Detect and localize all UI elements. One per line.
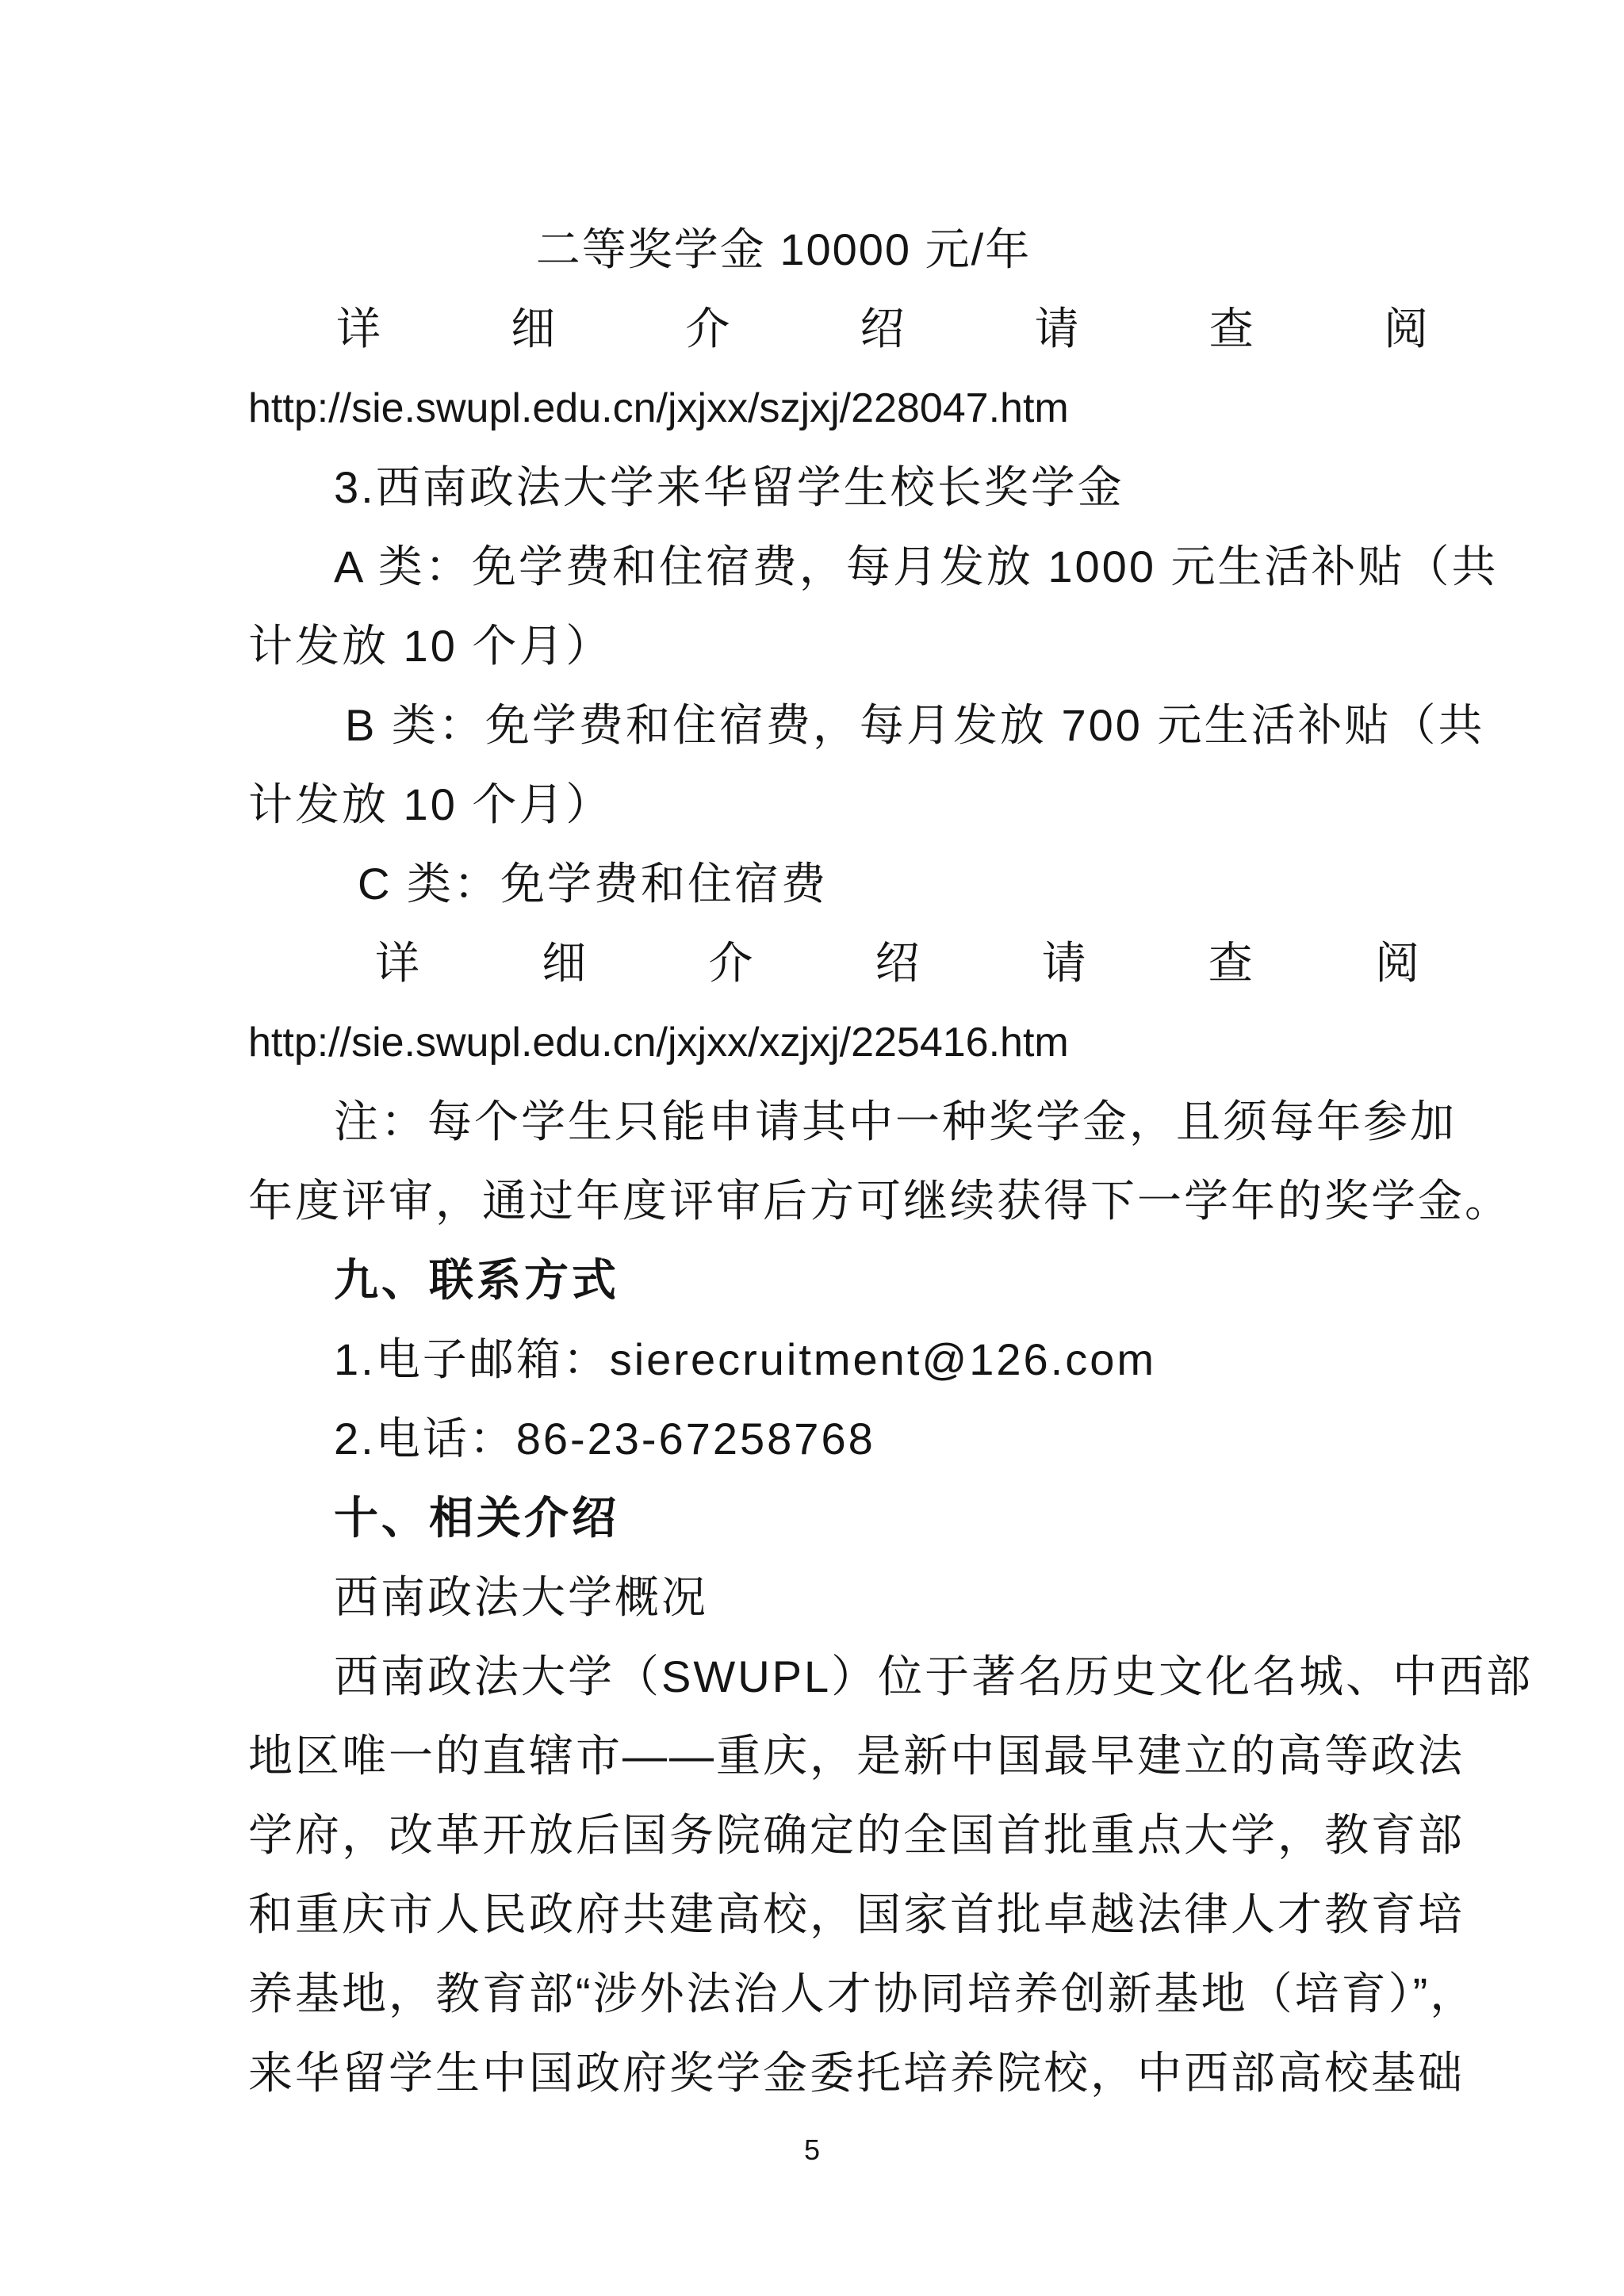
intro-paragraph-line-2: 地区唯一的直辖市——重庆，是新中国最早建立的高等政法 xyxy=(248,1731,1465,1781)
justified-char: 细 xyxy=(511,304,558,354)
url-text-1: http://sie.swupl.edu.cn/jxjxx/szjxj/228047.htm xyxy=(248,385,1069,431)
class-b-continuation-line: 计发放 10 个月） xyxy=(248,779,613,829)
justified-char: 绍 xyxy=(860,304,907,354)
justified-char: 请 xyxy=(1041,938,1089,988)
justified-char: 绍 xyxy=(875,938,922,988)
justified-char: 请 xyxy=(1034,304,1082,354)
url-text-2: http://sie.swupl.edu.cn/jxjxx/xzjxj/225416.htm xyxy=(248,1020,1069,1066)
document-body xyxy=(248,210,1534,2113)
intro-subtitle-line: 西南政法大学概况 xyxy=(334,1572,708,1622)
section-heading-contact: 九、联系方式 xyxy=(334,1255,619,1305)
justified-char: 查 xyxy=(1208,938,1255,988)
contact-phone-line: 2.电话：86-23-67258768 xyxy=(334,1414,875,1464)
intro-paragraph-line-6: 来华留学生中国政府奖学金委托培养院校，中西部高校基础 xyxy=(248,2048,1465,2098)
intro-paragraph-line-4: 和重庆市人民政府共建高校，国家首批卓越法律人才教育培 xyxy=(248,1889,1465,1939)
justified-char: 详 xyxy=(375,938,422,988)
page-number: 5 xyxy=(803,2133,821,2166)
scholarship-second-tier-line: 二等奖学金 10000 元/年 xyxy=(535,224,1032,274)
detail-intro-justified-line-2 xyxy=(375,924,1422,1003)
intro-paragraph-line-1: 西南政法大学（SWUPL）位于著名历史文化名城、中西部 xyxy=(334,1651,1534,1701)
justified-char: 介 xyxy=(685,304,733,354)
intro-paragraph-line-5: 养基地，教育部“涉外法治人才协同培养创新基地（培育）”， xyxy=(248,1969,1477,2019)
justified-char: 阅 xyxy=(1374,938,1422,988)
intro-paragraph-line-3: 学府，改革开放后国务院确定的全国首批重点大学，教育部 xyxy=(248,1810,1465,1860)
note-line-1: 注：每个学生只能申请其中一种奖学金，且须每年参加 xyxy=(334,1096,1457,1146)
note-line-2: 年度评审，通过年度评审后方可继续获得下一学年的奖学金。 xyxy=(248,1176,1511,1226)
class-a-line: A 类：免学费和住宿费，每月发放 1000 元生活补贴（共 xyxy=(334,541,1499,591)
class-a-continuation-line: 计发放 10 个月） xyxy=(248,621,613,671)
class-c-line: C 类：免学费和住宿费 xyxy=(358,859,828,909)
item3-title-line: 3.西南政法大学来华留学生校长奖学金 xyxy=(334,462,1124,512)
justified-char: 介 xyxy=(708,938,756,988)
justified-char: 细 xyxy=(542,938,589,988)
class-b-line: B 类：免学费和住宿费，每月发放 700 元生活补贴（共 xyxy=(345,700,1485,750)
justified-char: 阅 xyxy=(1383,304,1431,354)
detail-intro-justified-line-1 xyxy=(336,289,1431,369)
section-heading-intro: 十、相关介绍 xyxy=(334,1493,619,1543)
justified-char: 详 xyxy=(336,304,383,354)
contact-email-line: 1.电子邮箱：sierecruitment@126.com xyxy=(334,1334,1157,1384)
justified-char: 查 xyxy=(1208,304,1256,354)
